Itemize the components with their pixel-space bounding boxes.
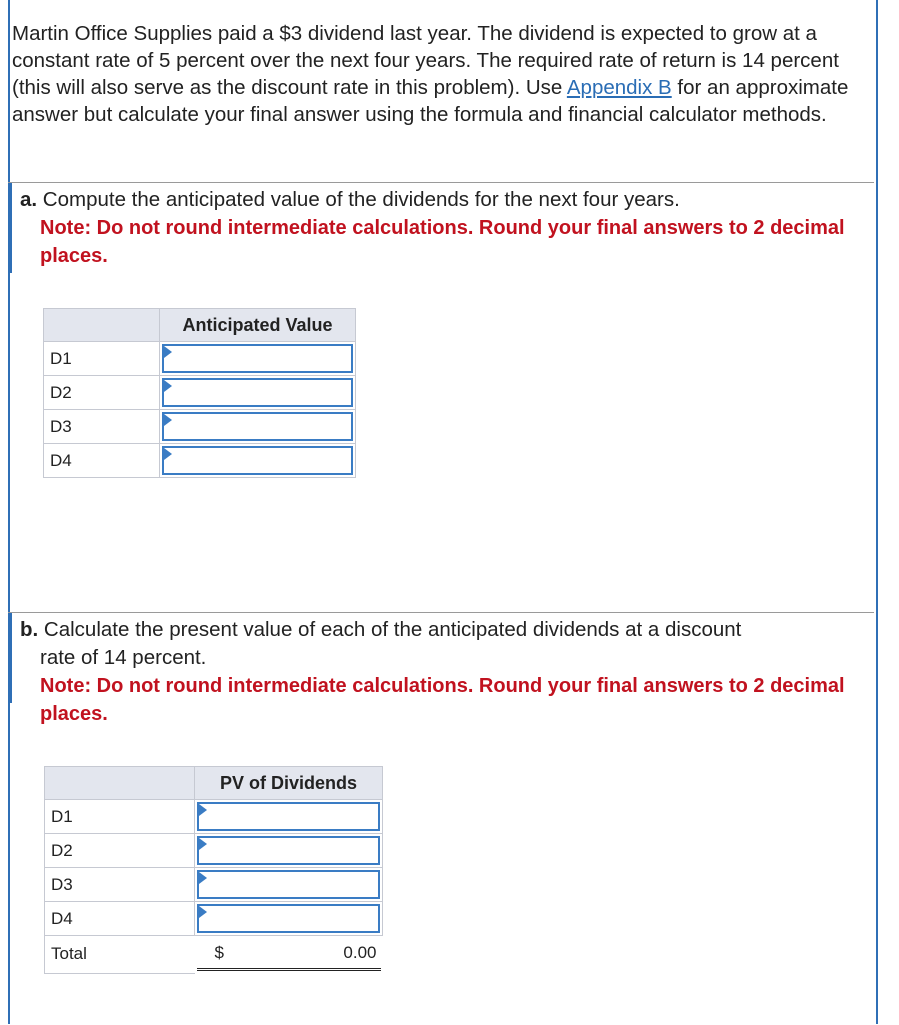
row-label-d1: D1 xyxy=(45,800,195,834)
anticipated-d4-input[interactable] xyxy=(164,448,351,473)
row-label-d3: D3 xyxy=(45,868,195,902)
part-b-question-text-1: Calculate the present value of each of the anticipated dividends at a discount xyxy=(38,618,742,641)
pv-d3-input[interactable] xyxy=(199,872,378,897)
row-label-d3: D3 xyxy=(44,410,160,444)
part-a-question xyxy=(20,186,870,270)
input-flag-icon xyxy=(199,872,207,884)
input-flag-icon xyxy=(199,804,207,816)
table-corner xyxy=(45,767,195,800)
input-flag-icon xyxy=(199,838,207,850)
table-row xyxy=(45,800,383,834)
anticipated-d2-input[interactable] xyxy=(164,380,351,405)
table-row xyxy=(45,868,383,902)
total-value xyxy=(197,938,381,971)
part-b-marker xyxy=(8,613,12,703)
part-b-question-text-2: rate of 14 percent. xyxy=(40,646,207,669)
total-row xyxy=(45,936,383,974)
anticipated-d3-input[interactable] xyxy=(164,414,351,439)
table-row xyxy=(44,376,356,410)
anticipated-value-table xyxy=(43,308,356,478)
table-corner xyxy=(44,309,160,342)
pv-d4-input[interactable] xyxy=(199,906,378,931)
pv-d2-input[interactable] xyxy=(199,838,378,863)
intro-text-2: for an approximate answer but calculate your final answer using the formula and financial calculator methods. xyxy=(12,76,849,126)
part-b-letter: b. xyxy=(20,618,39,641)
part-a-question-text: Compute the anticipated value of the dividends for the next four years. xyxy=(37,188,680,211)
problem-statement xyxy=(12,20,872,128)
table-row xyxy=(44,342,356,376)
intro-text-1: Martin Office Supplies paid a $3 dividend last year. The dividend is expected to grow at a constant rate of 5 percent over the next four years. The required rate of return is 14 percent (this will also serve as the discount rate in this problem). Use xyxy=(12,22,839,99)
input-flag-icon xyxy=(164,346,172,358)
row-label-d1: D1 xyxy=(44,342,160,376)
table-row xyxy=(45,902,383,936)
pv-dividends-header: PV of Dividends xyxy=(195,767,383,800)
table-row xyxy=(44,444,356,478)
row-label-d4: D4 xyxy=(45,902,195,936)
part-a-marker xyxy=(8,183,12,273)
part-a-letter: a. xyxy=(20,188,38,211)
input-flag-icon xyxy=(199,906,207,918)
part-b-question xyxy=(20,616,870,728)
pv-dividends-table xyxy=(44,766,383,974)
row-label-d4: D4 xyxy=(44,444,160,478)
input-flag-icon xyxy=(164,380,172,392)
row-label-total: Total xyxy=(45,936,195,974)
table-row xyxy=(45,834,383,868)
anticipated-d1-input[interactable] xyxy=(164,346,351,371)
part-a-note: Note: Do not round intermediate calculations. Round your final answers to 2 decimal places. xyxy=(40,217,845,267)
table-row xyxy=(44,410,356,444)
total-amount: 0.00 xyxy=(343,943,377,962)
anticipated-value-header: Anticipated Value xyxy=(160,309,356,342)
row-label-d2: D2 xyxy=(44,376,160,410)
input-flag-icon xyxy=(164,448,172,460)
appendix-b-link[interactable]: Appendix B xyxy=(566,76,672,99)
row-label-d2: D2 xyxy=(45,834,195,868)
right-border xyxy=(876,0,878,1024)
pv-d1-input[interactable] xyxy=(199,804,378,829)
input-flag-icon xyxy=(164,414,172,426)
part-b-note: Note: Do not round intermediate calculations. Round your final answers to 2 decimal places. xyxy=(40,675,845,725)
total-currency: $ xyxy=(214,943,224,962)
